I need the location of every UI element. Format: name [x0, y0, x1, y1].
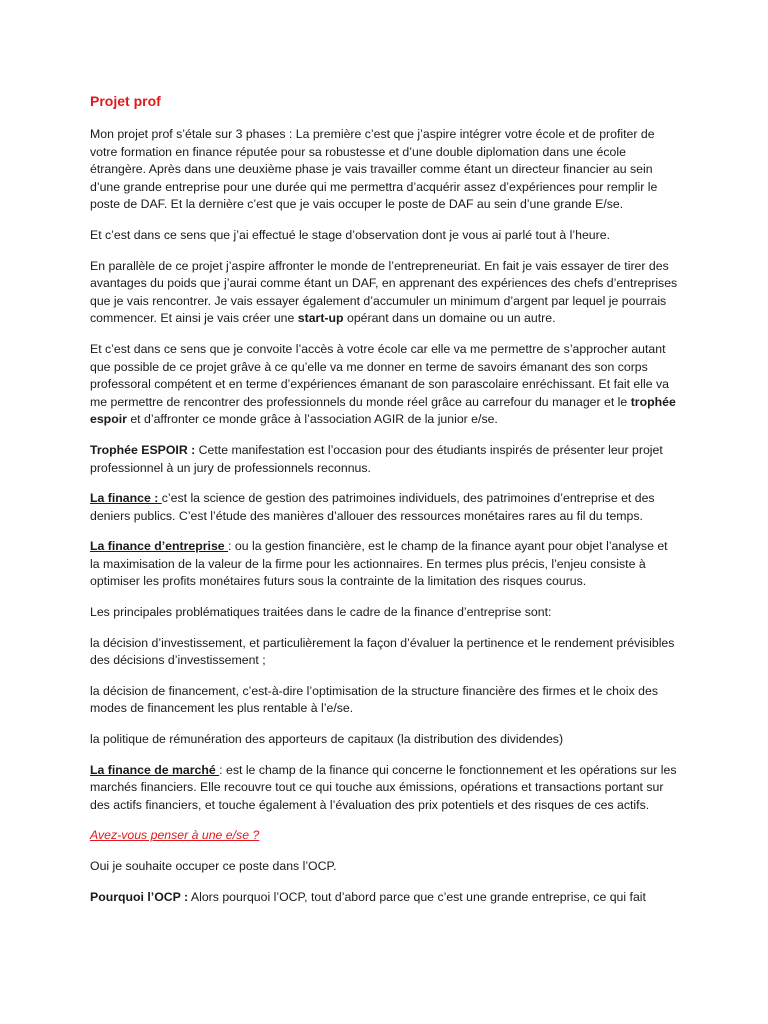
bold-term-trophee: trophée espoir: [90, 394, 676, 427]
paragraph-market-finance: [90, 762, 680, 815]
document-page: [90, 90, 680, 919]
paragraph-trophee-espoir: [90, 442, 680, 477]
paragraph-text: c’est la science de gestion des patrimoines individuels, des patrimoines d’entreprise et des deniers publics. C’est l’étude des manières d’allouer des ressources monétaires rares au fil du temps.: [90, 491, 655, 523]
paragraph-text: Oui je souhaite occuper ce poste dans l’OCP.: [90, 859, 337, 873]
paragraph-question: [90, 827, 680, 845]
underlined-term-finance-entreprise: La finance d’entreprise: [90, 539, 229, 554]
paragraph-entrepreneurship: [90, 258, 680, 328]
paragraph-investment-decision: [90, 635, 680, 670]
bold-term-trophee-espoir: Trophée ESPOIR :: [90, 442, 196, 457]
paragraph-answer: [90, 858, 680, 876]
document-title: Projet prof: [90, 93, 161, 109]
paragraph-main-issues: [90, 604, 680, 622]
paragraph-text: : ou la gestion financière, est le champ de la finance ayant pour objet l’analyse et la maximisation de la valeur de la firme pour les actionnaires. En termes plus précis, l’enjeu consiste à optimiser les profits monétaires futurs sous la contrainte de la limitation des risques courus.: [90, 539, 668, 589]
paragraph-text: Alors pourquoi l’OCP, tout d’abord parce que c’est une grande entreprise, ce qui fait: [188, 889, 646, 904]
paragraph-text: En parallèle de ce projet j’aspire affronter le monde de l’entrepreneuriat. En fait je vais essayer de tirer des avantages du poids que j’aurai comme étant un DAF, en apprenant des expériences des chefs d’entreprises que je vais rencontrer. Je vais essayer également d’accumuler un minimum d’argent par lequel je pourrais commencer. Et ainsi je vais créer une: [90, 258, 678, 326]
paragraph-text: Et c’est dans ce sens que j’ai effectué le stage d’observation dont je vous ai parlé tout à l’heure.: [90, 227, 610, 242]
paragraph-financing-decision: [90, 683, 680, 718]
paragraph-internship: [90, 227, 680, 245]
paragraph-why-ocp: [90, 889, 680, 907]
paragraph-corporate-finance: [90, 538, 680, 591]
paragraph-text: la décision d’investissement, et particulièrement la façon d’évaluer la pertinence et le rendement prévisibles des décisions d’investissement ;: [90, 635, 675, 668]
paragraph-finance-definition: [90, 490, 680, 525]
paragraph-text: : est le champ de la finance qui concerne le fonctionnement et les opérations sur les marchés financiers. Elle recouvre tout ce qui touche aux émissions, opérations et transactions portant sur des actifs financiers, et touche également à l’évaluation des prix potentiels et des risques de ces actifs.: [90, 762, 677, 812]
paragraph-text: la politique de rémunération des apporteurs de capitaux (la distribution des dividendes): [90, 732, 564, 747]
paragraph-project-phases: [90, 126, 680, 214]
question-text: Avez-vous penser à une e/se ?: [90, 828, 260, 843]
bold-term-startup: start-up: [297, 311, 344, 326]
paragraph-text: opérant dans un domaine ou un autre.: [343, 311, 556, 326]
paragraph-text: Mon projet prof s’étale sur 3 phases : La première c’est que j’aspire intégrer votre école et de profiter de votre formation en finance réputée pour sa robustesse et d’une double diplomation dans une école étrangère. Après dans une deuxième phase je vais travailler comme étant un directeur financier au sein d’une grande entreprise pour une durée qui me permettra d’acquérir assez d’expériences pour remplir le poste de DAF. Et la dernière c’est que je vais occuper le poste de DAF au sein d’une grande E/se.: [90, 127, 658, 212]
paragraph-school-access: [90, 341, 680, 429]
bold-term-why-ocp: Pourquoi l’OCP :: [90, 889, 189, 904]
underlined-term-finance: La finance :: [90, 491, 162, 506]
paragraph-text: la décision de financement, c’est-à-dire l’optimisation de la structure financière des firmes et le choix des modes de financement les plus rentable à l’e/se.: [90, 683, 658, 716]
underlined-term-finance-marche: La finance de marché: [90, 762, 220, 777]
paragraph-text: Les principales problématiques traitées dans le cadre de la finance d’entreprise sont:: [90, 605, 552, 620]
paragraph-text: Et c’est dans ce sens que je convoite l’accès à votre école car elle va me permettre de s’approcher autant que possible de ce projet grâve à ce qu’elle va me donner en terme de savoirs émanant des son corps professoral compétent et en terme d’expériences émanant de son parascolaire enréchissant. Et fait elle va me permettre de rencontrer des professionnels du monde réel grâce au carrefour du manager et le: [90, 341, 669, 409]
paragraph-text: Cette manifestation est l’occasion pour des étudiants inspirés de présenter leur projet professionnel à un jury de professionnels reconnus.: [90, 442, 663, 475]
paragraph-text: et d’affronter ce monde grâce à l’association AGIR de la junior e/se.: [126, 412, 498, 427]
paragraph-dividend-policy: [90, 731, 680, 749]
